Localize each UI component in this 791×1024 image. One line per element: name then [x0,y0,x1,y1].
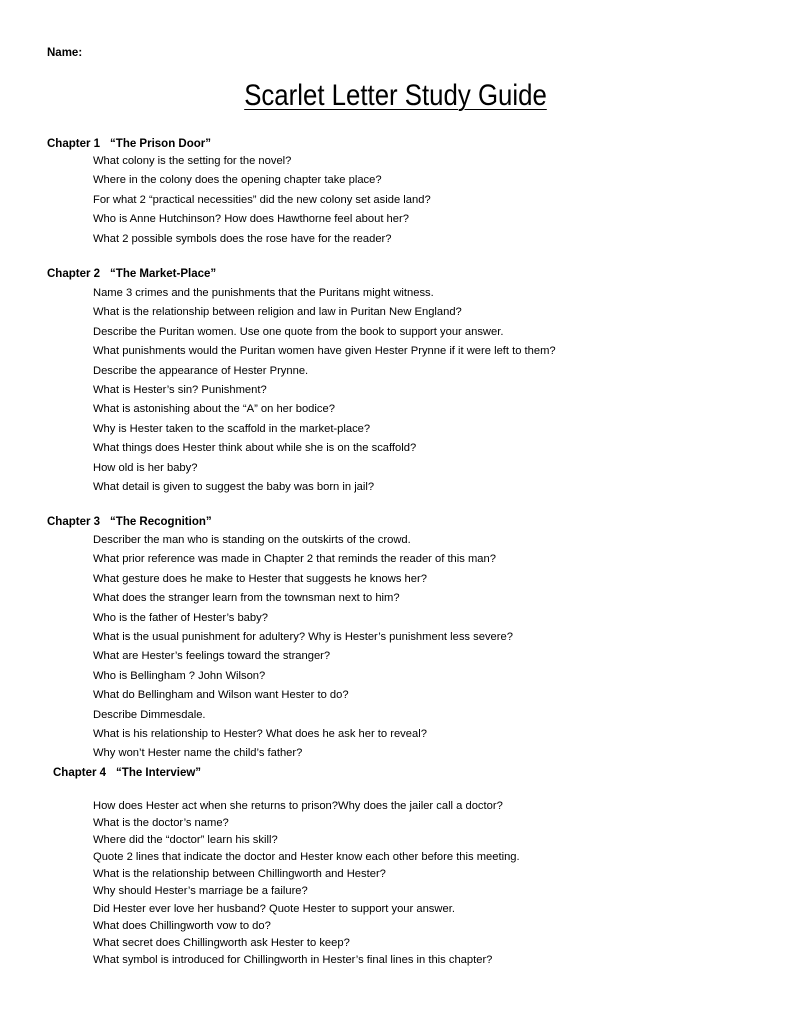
page-title: Scarlet Letter Study Guide [244,79,547,112]
question-text: What are Hester’s feelings toward the stranger? [93,650,331,663]
question-text: Why is Hester taken to the scaffold in the market-place? [93,422,371,435]
question-text: Describe the Puritan women. Use one quote from the book to support your answer. [93,325,504,338]
chapter-heading [47,516,212,528]
chapter-heading [47,268,216,280]
chapter-heading [53,767,201,779]
question-text: What is astonishing about the “A” on her bodice? [93,403,335,416]
question-text: Who is Bellingham ? John Wilson? [93,669,266,682]
question-text: Who is Anne Hutchinson? How does Hawthorne feel about her? [93,213,409,226]
question-text: What 2 possible symbols does the rose have for the reader? [93,232,392,245]
name-label: Name: [47,47,83,59]
chapter-label: Chapter 2 [47,268,101,280]
question-text: Quote 2 lines that indicate the doctor and Hester know each other before this meeting. [93,851,520,864]
question-text: Why won’t Hester name the child’s father? [93,747,303,760]
question-text: What gesture does he make to Hester that suggests he knows her? [93,572,427,585]
question-text: Where in the colony does the opening chapter take place? [93,174,382,187]
question-text: Describe Dimmesdale. [93,708,206,721]
question-text: Where did the “doctor” learn his skill? [93,834,278,847]
question-text: What do Bellingham and Wilson want Hester to do? [93,689,349,702]
question-text: What is the usual punishment for adultery? Why is Hester’s punishment less severe? [93,630,513,643]
question-text: What symbol is introduced for Chillingworth in Hester’s final lines in this chapter? [93,953,493,966]
question-text: What does the stranger learn from the townsman next to him? [93,592,400,605]
question-text: What colony is the setting for the novel? [93,155,292,167]
question-text: How does Hester act when she returns to prison?Why does the jailer call a doctor? [93,800,503,812]
question-text: Why should Hester’s marriage be a failure? [93,885,308,898]
question-text: How old is her baby? [93,461,198,474]
chapter-title: “The Market-Place” [110,268,217,280]
question-text: What detail is given to suggest the baby was born in jail? [93,480,375,493]
question-text: Who is the father of Hester’s baby? [93,611,268,624]
chapter-label: Chapter 3 [47,516,101,528]
chapter-label: Chapter 1 [47,138,101,150]
question-text: What secret does Chillingworth ask Hester to keep? [93,936,350,949]
question-text: What prior reference was made in Chapter 2 that reminds the reader of this man? [93,553,496,566]
chapter-title: “The Recognition” [110,516,212,528]
question-text: What things does Hester think about while she is on the scaffold? [93,442,417,455]
question-text: What is the relationship between religion and law in Puritan New England? [93,306,462,319]
question-text: For what 2 “practical necessities” did the new colony set aside land? [93,193,431,206]
question-text: What is the doctor’s name? [93,817,229,830]
question-text: Name 3 crimes and the punishments that the Puritans might witness. [93,287,434,299]
chapter-heading [47,138,211,150]
question-text: What does Chillingworth vow to do? [93,919,271,932]
chapter-title: “The Interview” [116,767,202,779]
question-text: What is Hester’s sin? Punishment? [93,383,267,396]
question-text: What punishments would the Puritan women have given Hester Prynne if it were left to them? [93,345,556,358]
chapter-label: Chapter 4 [53,767,107,779]
question-text: What is his relationship to Hester? What does he ask her to reveal? [93,727,427,740]
question-text: Describer the man who is standing on the outskirts of the crowd. [93,534,411,546]
question-text: What is the relationship between Chillingworth and Hester? [93,868,386,881]
question-text: Did Hester ever love her husband? Quote Hester to support your answer. [93,902,455,915]
chapter-title: “The Prison Door” [110,138,211,150]
question-text: Describe the appearance of Hester Prynne. [93,364,309,377]
